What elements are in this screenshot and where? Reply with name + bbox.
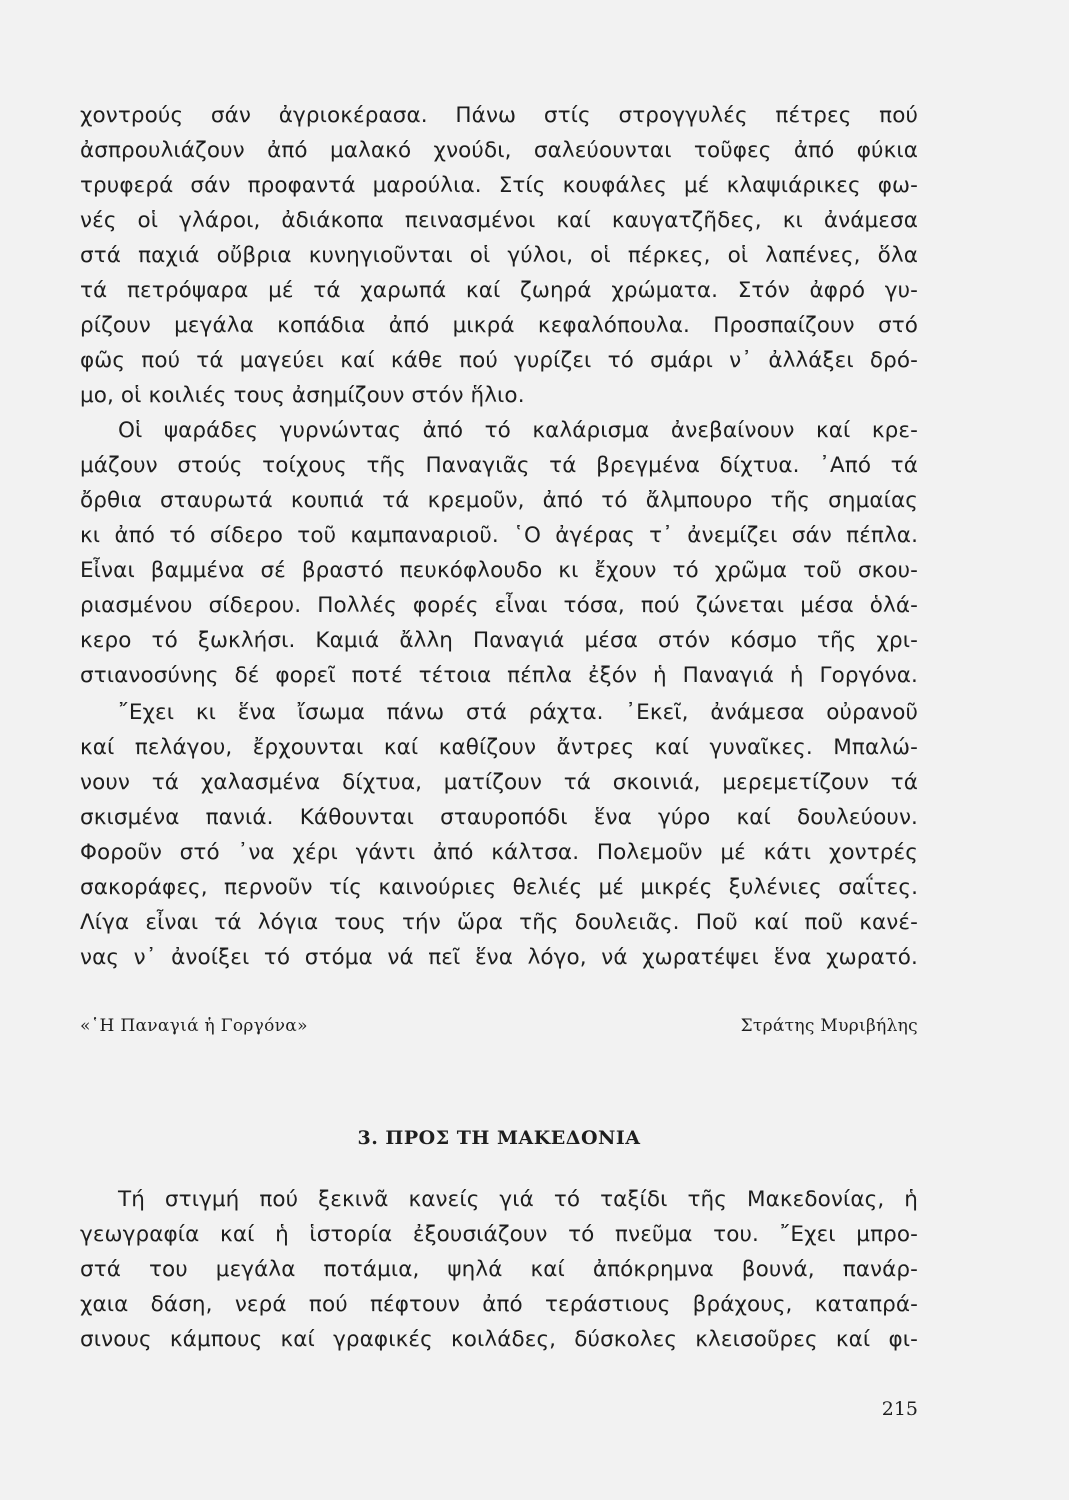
text-line: ῎Εχει κι ἕνα ἴσωμα πάνω στά ράχτα. ᾿Εκεῖ, ἀνάμεσα οὐρανοῦ — [118, 700, 918, 725]
text-line: σκισμένα πανιά. Κάθουνται σταυροπόδι ἕνα γύρο καί δουλεύουν. — [80, 805, 918, 830]
text-line: χαια δάση, νερά πού πέφτουν ἀπό τεράστιους βράχους, καταπρά- — [80, 1292, 918, 1317]
text-line: Λίγα εἶναι τά λόγια τους τήν ὥρα τῆς δουλειᾶς. Ποῦ καί ποῦ κανέ- — [80, 910, 918, 935]
author-name: Στράτης Μυριβήλης — [740, 1016, 918, 1036]
text-line: ριασμένου σίδερου. Πολλές φορές εἶναι τόσα, πού ζώνεται μέσα ὁλά- — [80, 593, 918, 618]
text-line: Φοροῦν στό ᾿να χέρι γάντι ἀπό κάλτσα. Πολεμοῦν μέ κάτι χοντρές — [80, 840, 918, 865]
text-line: κερο τό ξωκλήσι. Καμιά ἄλλη Παναγιά μέσα στόν κόσμο τῆς χρι- — [80, 628, 918, 653]
text-line: τά πετρόψαρα μέ τά χαρωπά καί ζωηρά χρώματα. Στόν ἀφρό γυ- — [80, 278, 918, 303]
text-line: μο, οἱ κοιλιές τους ἀσημίζουν στόν ἥλιο. — [80, 383, 525, 408]
text-line: σακοράφες, περνοῦν τίς καινούριες θελιές μέ μικρές ξυλένιες σαΐτες. — [80, 875, 918, 900]
section-heading: 3. ΠΡΟΣ ΤΗ ΜΑΚΕΔΟΝΙΑ — [357, 1127, 641, 1149]
text-line: Οἱ ψαράδες γυρνώντας ἀπό τό καλάρισμα ἀνεβαίνουν καί κρε- — [118, 418, 918, 443]
text-line: τρυφερά σάν προφαντά μαρούλια. Στίς κουφάλες μέ κλαψιάρικες φω- — [80, 173, 918, 198]
text-line: φῶς πού τά μαγεύει καί κάθε πού γυρίζει τό σμάρι ν᾿ ἀλλάξει δρό- — [80, 348, 918, 373]
source-title: «῾Η Παναγιά ἡ Γοργόνα» — [80, 1016, 308, 1036]
text-line: νές οἱ γλάροι, ἀδιάκοπα πεινασμένοι καί καυγατζῆδες, κι ἀνάμεσα — [80, 208, 918, 233]
text-line: Τή στιγμή πού ξεκινᾶ κανείς γιά τό ταξίδι τῆς Μακεδονίας, ἡ — [118, 1187, 918, 1212]
text-line: σινους κάμπους καί γραφικές κοιλάδες, δύσκολες κλεισοῦρες καί φι- — [80, 1327, 918, 1352]
text-line: κι ἀπό τό σίδερο τοῦ καμπαναριοῦ. ῾Ο ἀγέρας τ᾿ ἀνεμίζει σάν πέπλα. — [80, 523, 918, 548]
text-line: στά παχιά οὔβρια κυνηγιοῦνται οἱ γύλοι, οἱ πέρκες, οἱ λαπένες, ὅλα — [80, 243, 918, 268]
text-line: γεωγραφία καί ἡ ἱστορία ἐξουσιάζουν τό πνεῦμα του. ῎Εχει μπρο- — [80, 1222, 918, 1247]
page-number: 215 — [881, 1398, 918, 1420]
text-line: χοντρούς σάν ἀγριοκέρασα. Πάνω στίς στρογγυλές πέτρες πού — [80, 103, 918, 128]
text-line: ρίζουν μεγάλα κοπάδια ἀπό μικρά κεφαλόπουλα. Προσπαίζουν στό — [80, 313, 918, 338]
text-line: νας ν᾿ ἀνοίξει τό στόμα νά πεῖ ἕνα λόγο, νά χωρατέψει ἕνα χωρατό. — [80, 945, 918, 970]
text-line: νουν τά χαλασμένα δίχτυα, ματίζουν τά σκοινιά, μερεμετίζουν τά — [80, 770, 918, 795]
text-line: καί πελάγου, ἔρχουνται καί καθίζουν ἄντρες καί γυναῖκες. Μπαλώ- — [80, 735, 918, 760]
text-line: στά του μεγάλα ποτάμια, ψηλά καί ἀπόκρημνα βουνά, πανάρ- — [80, 1257, 918, 1282]
text-line: Εἶναι βαμμένα σέ βραστό πευκόφλουδο κι ἔχουν τό χρῶμα τοῦ σκου- — [80, 558, 918, 583]
text-line: ὄρθια σταυρωτά κουπιά τά κρεμοῦν, ἀπό τό ἄλμπουρο τῆς σημαίας — [80, 488, 918, 513]
text-line: στιανοσύνης δέ φορεῖ ποτέ τέτοια πέπλα ἐξόν ἡ Παναγιά ἡ Γοργόνα. — [80, 663, 918, 688]
text-line: μάζουν στούς τοίχους τῆς Παναγιᾶς τά βρεγμένα δίχτυα. ᾿Από τά — [80, 453, 918, 478]
text-line: ἀσπρουλιάζουν ἀπό μαλακό χνούδι, σαλεύουνται τοῦφες ἀπό φύκια — [80, 138, 918, 163]
